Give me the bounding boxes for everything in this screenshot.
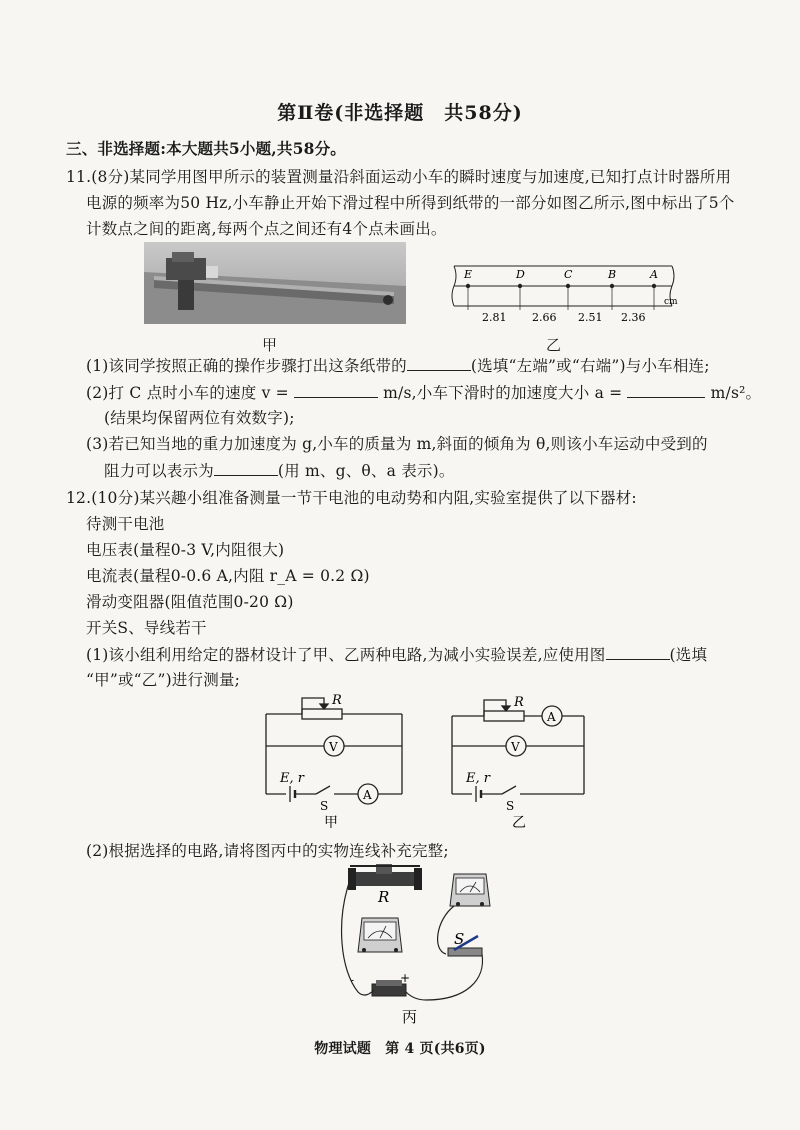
q11-sub1-text-a: (1)该同学按照正确的操作步骤打出这条纸带的 <box>86 357 407 375</box>
q11-sub2-text-a: (2)打 C 点时小车的速度 v = <box>86 384 289 402</box>
tape-point-label: C <box>564 268 573 281</box>
q11-line2: 电源的频率为50 Hz,小车静止开始下滑过程中所得到纸带的一部分如图乙所示,图中标出了5个 <box>86 194 735 212</box>
figure-bing <box>336 860 496 1026</box>
voltmeter-device <box>358 918 402 952</box>
answer-blank[interactable] <box>627 381 705 398</box>
q11-sub3-line1: (3)若已知当地的重力加速度为 g,小车的质量为 m,斜面的倾角为 θ,则该小车运动中受到的 <box>86 435 708 453</box>
tape-point-label: A <box>650 268 658 281</box>
page-footer: 物理试题 第 4 页(共6页) <box>314 1041 486 1057</box>
label-Er: E, r <box>280 771 304 786</box>
circuit-yi <box>448 690 594 828</box>
q12-sub1-text-a: (1)该小组利用给定的器材设计了甲、乙两种电路,为减小实验误差,应使用图 <box>86 646 606 664</box>
caption-yi: 乙 <box>512 815 526 828</box>
apparatus-photo <box>144 242 406 324</box>
tape-distance-label: 2.66 <box>532 311 557 324</box>
q12-sub1-line1 <box>86 643 707 666</box>
q12-line1: 12.(10分)某兴趣小组准备测量一节干电池的电动势和内阻,实验室提供了以下器材: <box>66 489 637 507</box>
label-A: A <box>363 788 372 802</box>
label-A: A <box>547 710 556 724</box>
q11-line1: 11.(8分)某同学用图甲所示的装置测量沿斜面运动小车的瞬时速度与加速度,已知打点计时器所用 <box>66 168 732 186</box>
tape-point <box>566 284 570 288</box>
q12-sub2: (2)根据选择的电路,请将图丙中的实物连线补充完整; <box>86 842 449 860</box>
section-header: 三、非选择题:本大题共5小题,共58分。 <box>66 139 346 158</box>
q12-sub1-text-b: (选填 <box>669 646 708 664</box>
fig-yi-caption: 乙 <box>546 336 562 354</box>
tape-point <box>652 284 656 288</box>
q12-item: 滑动变阻器(阻值范围0-20 Ω) <box>86 593 294 611</box>
label-R: R <box>332 693 342 708</box>
tape-point-label: E <box>464 268 473 281</box>
label-V: V <box>511 740 520 754</box>
answer-blank[interactable] <box>294 381 378 398</box>
q11-line3: 计数点之间的距离,每两个点之间还有4个点未画出。 <box>86 220 447 238</box>
label-R: R <box>514 695 524 710</box>
q11-sub3-text-b: 阻力可以表示为 <box>104 462 214 480</box>
bing-caption: 丙 <box>402 1008 418 1026</box>
battery-minus: - <box>350 973 355 987</box>
q11-sub1-text-b: (选填“左端”或“右端”)与小车相连; <box>470 357 710 375</box>
label-S: S <box>320 799 329 813</box>
q11-sub3-line2 <box>104 459 455 482</box>
answer-blank[interactable] <box>214 459 278 476</box>
q12-item: 电流表(量程0-0.6 A,内阻 r_A = 0.2 Ω) <box>86 567 370 585</box>
circuit-jia <box>262 690 408 828</box>
tape-point-label: B <box>608 268 617 281</box>
q12-item: 待测干电池 <box>86 515 165 533</box>
label-V: V <box>329 740 338 754</box>
tape-point <box>466 284 470 288</box>
q12-item: 开关S、导线若干 <box>86 619 207 637</box>
tape-point-label: D <box>516 268 525 281</box>
tape-distance-label: 2.36 <box>621 311 646 324</box>
ammeter-device <box>450 874 490 906</box>
label-S: S <box>506 799 515 813</box>
caption-jia: 甲 <box>324 815 338 828</box>
rheostat <box>348 864 422 890</box>
q11-sub2 <box>86 381 761 404</box>
q11-sub3-text-c: (用 m、g、θ、a 表示)。 <box>277 462 455 480</box>
q11-sub2-text-c: m/s²。 <box>710 384 762 402</box>
bing-label-R: R <box>378 888 390 906</box>
fig-jia-caption: 甲 <box>262 336 278 354</box>
answer-blank[interactable] <box>606 643 670 660</box>
answer-blank[interactable] <box>407 354 471 371</box>
page-title: 第Ⅱ卷(非选择题 共58分) <box>277 102 523 124</box>
tape-distance-label: 2.81 <box>482 311 507 324</box>
bing-label-S: S <box>454 930 465 948</box>
battery-plus: + <box>400 971 411 985</box>
q11-sub1 <box>86 354 710 377</box>
q11-sub2-note: (结果均保留两位有效数字); <box>104 409 295 427</box>
q11-sub2-text-b: m/s,小车下滑时的加速度大小 a = <box>383 384 623 402</box>
tape-point <box>518 284 522 288</box>
tape-distance-label: 2.51 <box>578 311 603 324</box>
q12-item: 电压表(量程0-3 V,内阻很大) <box>86 541 285 559</box>
q12-sub1-line2: “甲”或“乙”)进行测量; <box>86 671 241 689</box>
label-Er: E, r <box>466 771 490 786</box>
tape-unit-label: cm <box>664 297 678 307</box>
paper-tape-figure <box>450 258 690 330</box>
tape-point <box>610 284 614 288</box>
